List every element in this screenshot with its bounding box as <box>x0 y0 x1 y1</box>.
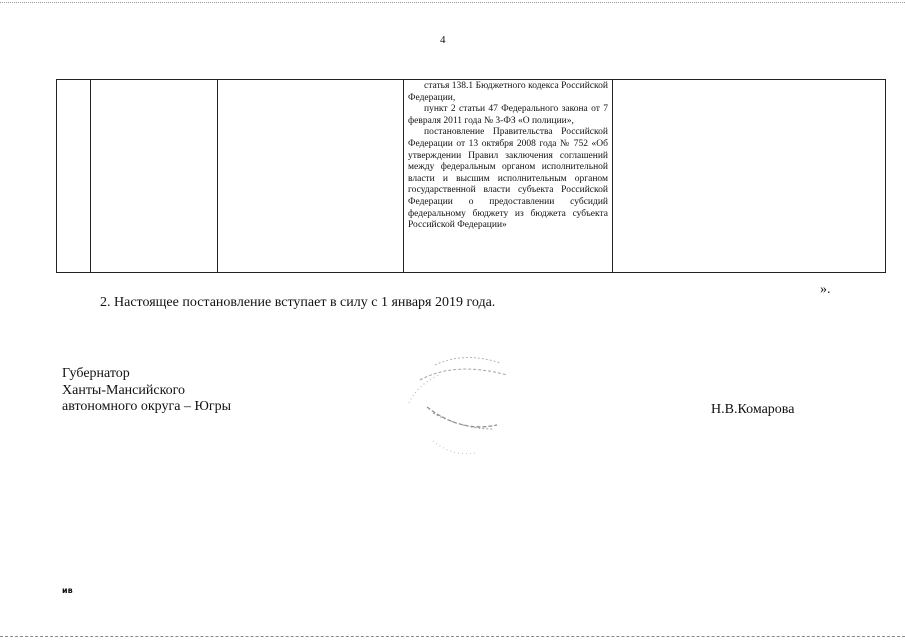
table-cell-notes <box>613 80 886 273</box>
executor-initials: ив <box>62 586 73 595</box>
table-cell-description <box>218 80 404 273</box>
table-row <box>57 80 886 273</box>
basis-paragraph-government-decree: постановление Правительства Российской Федерации от 13 октября 2008 года № 752 «Об утверждении Правил заключения соглашений между федеральным органом исполнительной власти и высшим исполнительным органом государственной власти субъекта Российской Федерации о предоставлении субсидий федеральному бюджету из бюджета субъекта Российской Федерации» <box>408 127 608 231</box>
signatory-title <box>62 366 231 416</box>
page-number: 4 <box>440 34 446 46</box>
signatory-title-line: автономного округа – Югры <box>62 399 231 414</box>
signatory-name: Н.В.Комарова <box>711 402 795 417</box>
faint-seal-mark <box>395 345 530 465</box>
table-cell-number <box>57 80 91 273</box>
signatory-title-line: Губернатор <box>62 366 130 381</box>
table-cell-name <box>91 80 218 273</box>
legal-basis-table <box>56 79 886 273</box>
basis-paragraph-police-law: пункт 2 статьи 47 Федерального закона от 7 февраля 2011 года № 3-ФЗ «О полиции», <box>408 104 608 126</box>
basis-paragraph-budget-code: статья 138.1 Бюджетного кодекса Российской Федерации, <box>408 81 608 103</box>
clause-2-effective-date: 2. Настоящее постановление вступает в силу с 1 января 2019 года. <box>100 295 496 310</box>
closing-quote: ». <box>820 282 831 297</box>
table-cell-legal-basis <box>404 80 613 273</box>
scan-edge-top <box>0 2 905 3</box>
scan-edge-bottom <box>0 636 905 637</box>
signatory-title-line: Ханты-Мансийского <box>62 382 186 398</box>
